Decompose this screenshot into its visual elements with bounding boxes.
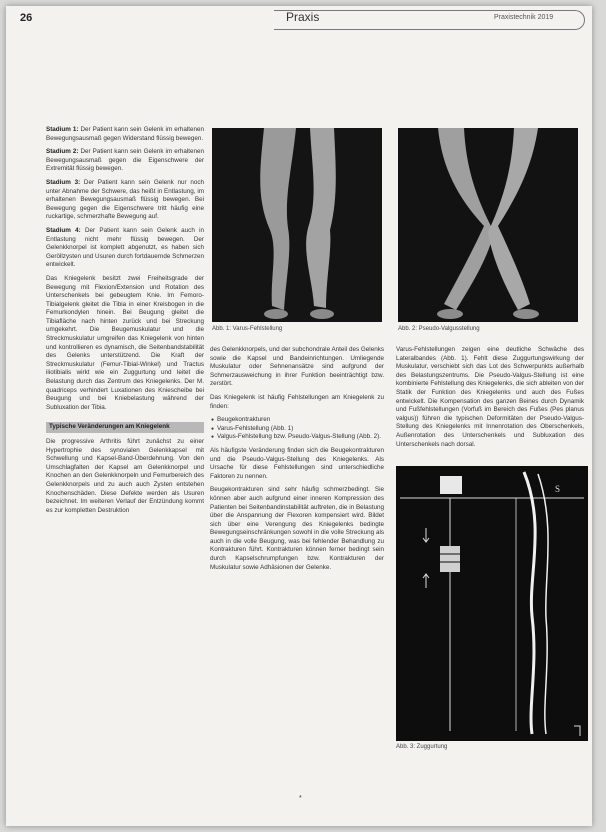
list-item: ● Varus-Fehlstellung (Abb. 1) [210, 425, 384, 434]
body-paragraph: Das Kniegelenk ist häufig Fehlstellungen am Kniegelenk zu finden: [210, 393, 384, 410]
figure-2-photo [398, 128, 578, 322]
section-heading: Typische Veränderungen am Kniegelenk [46, 422, 204, 433]
stage-label: Stadium 4: [46, 226, 81, 234]
stage-4 [46, 227, 204, 270]
issue-label: Praxistechnik 2019 [494, 14, 554, 21]
section-title: Praxis [286, 10, 320, 24]
figure-1-caption: Abb. 1: Varus-Fehlstellung [212, 326, 283, 332]
magazine-page [6, 6, 592, 826]
body-paragraph: Varus-Fehlstellungen zeigen eine deutliche Schwäche des Lateralbandes (Abb. 1). Fehlt diese Zuggurtungswirkung der Muskulatur, verschiebt sich das Lot des Schwerpunkts außerhalb des Belastungszentrums. Die Pseudo-Valgus-Stellung ist eine kombinierte Fehlstellung des Kniegelenks, die sich ableiten von der Statik der Funktion des Kniegelenks und auch des Fußes entwickelt. Die Kompensation des ganzen Beines durch Dynamik und Fußfehlstellungen (Vorfuß im Bereich des Fußes (Pes planus valgus)) führen die typischen Deformitäten der Pseudo-Valgus-Stellung des Kniegelenks mit Innenrotation des Oberschenkels, Außenrotation des Unterschenkels und Subluxation des Unterschenkels nach dorsal. [396, 346, 584, 448]
figure-2-caption: Abb. 2: Pseudo-Valgusstellung [398, 326, 480, 332]
body-paragraph: Die progressive Arthritis führt zunächst zu einer Hypertrophie des synovialen Gelenkkapsel mit Schwellung und Kapsel-Band-Überdehnung. Von den Umschlagfalten der Kapsel am Gelenkknorpel und Knochen an den Gelenkknorpeln und Femurbereich des Gelenkknorpels und zu auch auch Zysten entstehen Knochenschäden. Diese Defekte werden als Usuren bezeichnet. Im weiteren Verlauf der Entzündung kommt es zur kompletten Destruktion [46, 438, 204, 514]
force-symbol: S [555, 484, 561, 494]
stage-label: Stadium 2: [46, 148, 79, 156]
stage-text: Der Patient kann sein Gelenk im erhaltenen Bewegungsausmaß gegen die Eigenschwere der Extremität flüssig bewegen. [46, 148, 204, 173]
text-column-2 [210, 346, 384, 577]
stage-text: Der Patient kann sein Gelenk nur noch unter Abnahme der Schwere, das heißt in Entlastung, im erhaltenen Bewegungsausmaß flüssig bewegen. Bei Bewegung gegen die Eigenschwere tritt häufig eine ruckartige, schmerzhafte Bewegung auf. [46, 178, 204, 221]
body-paragraph: Beugekontrakturen sind sehr häufig schmerzbedingt. Sie können aber auch aufgrund einer inneren Kompression des Patienten bei Seitenbandinstabilität auftreten, die in Belastung über die Anspannung der Flexoren kompensiert wird. Bildet sich über eine Verengung des Kniegelenks bedingte Bewegungseinschränkungen sowohl in die volle Streckung als auch in die volle Beugung, was bei fehlender Behandlung zu Kontrakturen führt. Kontrakturen können ferner bedingt sein durch Kapselschrumpfungen bzw. Kontrakturen der Muskulatur sowie Adhäsionen der Gelenke. [210, 486, 384, 571]
page-marker: * [299, 795, 302, 802]
body-paragraph: des Gelenkknorpels, und der subchondrale Anteil des Gelenks sowie die Kapsel und Bandeinrichtungen. Umliegende Muskulatur oder Sehnenansätze sind aufgrund der Schmerzausweichung in ihrer Funktion beeinträchtigt bzw. zerstört. [210, 346, 384, 388]
tension-band-diagram [396, 466, 588, 741]
stage-1 [46, 126, 204, 143]
stage-3 [46, 179, 204, 222]
stage-text: Der Patient kann sein Gelenk auch in Entlastung nicht mehr flüssig bewegen. Der Gelenkknorpel ist komplett abgenutzt, es haben sich Geröllzysten und Usuren durch fortdauernde Schmerzen entwickelt. [46, 226, 204, 269]
list-item: ● Beugekontrakturen [210, 416, 384, 425]
stage-label: Stadium 3: [46, 178, 81, 186]
deformity-list [210, 416, 384, 442]
text-column-3 [396, 346, 584, 454]
text-column-1 [46, 126, 204, 520]
stage-text: Der Patient kann sein Gelenk im erhaltenen Bewegungsausmaß gegen Widerstand flüssig bewegen. [46, 126, 204, 142]
figure-1-photo [212, 128, 382, 322]
list-item: ● Valgus-Fehlstellung bzw. Pseudo-Valgus-Stellung (Abb. 2). [210, 433, 384, 442]
legs-varus-illustration [212, 128, 382, 322]
page-number: 26 [20, 12, 33, 24]
stage-label: Stadium 1: [46, 126, 79, 133]
figure-3-caption: Abb. 3: Zuggurtung [396, 744, 448, 750]
figure-3-diagram [396, 466, 588, 741]
stage-2 [46, 148, 204, 174]
body-paragraph: Das Kniegelenk besitzt zwei Freiheitsgrade der Bewegung mit Flexion/Extension und Rotation des Unterschenkels bei gebeugtem Knie. Im Femoro-Tibialgelenk gleitet die Tibia in einer Kreisbogen in die Femurkondylen hinein. Bei Beugung gleitet die Tibiafläche nach hinten zurück und bei Streckung umgekehrt. Die Beugemuskulatur und die Streckmuskulatur umgreifen das Kniegelenk von hinten und kontrollieren es dynamisch, die Seitenbandstabilität des Gelenks unterstützend. Die Kraft der Streckmuskulatur (Femur-Tibial-Winkel) und Tractus iliotibialis wirkt wie ein Zuggurtung und leitet die Belastung durch das Zentrum des Kniegelenks. Der M. quadriceps verhindert Luxationen des Kniescheibe bei Beugung und bei Kniebelastung während der Subluxation der Tibia. [46, 274, 204, 411]
body-paragraph: Als häufigste Veränderung finden sich die Beugekontrakturen und die Pseudo-Valgus-Stellung des Kniegelenks. Als Ursache für diese Fehlstellungen sind unterschiedliche Faktoren zu nennen. [210, 446, 384, 480]
legs-valgus-illustration [398, 128, 578, 322]
